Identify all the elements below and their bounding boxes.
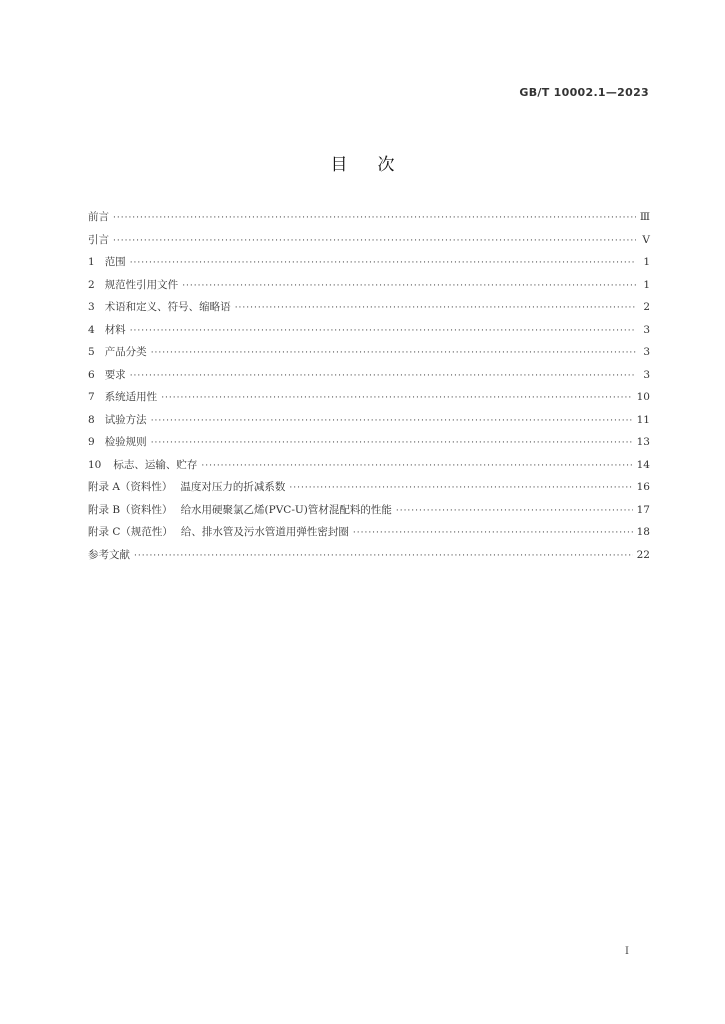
page-number: Ⅰ <box>625 946 629 957</box>
toc-entry-title: 引言 <box>88 233 109 246</box>
toc-entry-title: 试验方法 <box>104 413 147 426</box>
toc-entry-number: 1 <box>88 256 95 268</box>
toc-entry-page: 2 <box>643 301 650 313</box>
toc-entry[interactable] <box>88 319 650 342</box>
toc-entry[interactable] <box>88 364 650 387</box>
toc-entry[interactable] <box>88 296 650 319</box>
toc-leader-dots <box>182 275 636 298</box>
toc-entry-title: 术语和定义、符号、缩略语 <box>104 301 231 313</box>
toc-entry[interactable] <box>88 386 650 409</box>
standard-code: GB/T 10002.1—2023 <box>519 86 649 99</box>
toc-entry-page: 13 <box>636 436 650 448</box>
toc-entry[interactable] <box>88 476 650 499</box>
toc-entry-page: 16 <box>636 481 650 493</box>
toc-title-char-2: 次 <box>377 155 395 175</box>
toc-leader-dots <box>151 432 633 455</box>
toc-entry[interactable] <box>88 206 650 229</box>
toc-entry-page: 11 <box>636 413 650 426</box>
toc-entry[interactable] <box>88 431 650 454</box>
toc-entry-subtitle: 温度对压力的折减系数 <box>180 481 286 493</box>
toc-entry[interactable] <box>88 229 650 252</box>
toc-leader-dots <box>396 500 633 523</box>
toc-entry-subtitle: 给水用硬聚氯乙烯(PVC-U)管材混配料的性能 <box>180 503 392 516</box>
toc-entry-number: 3 <box>88 301 95 313</box>
toc-entry-number: 9 <box>88 436 95 448</box>
toc-entry-title: 前言 <box>88 211 109 223</box>
toc-title-char-1: 目 <box>330 155 348 175</box>
toc-entry-title: 参考文献 <box>88 548 130 561</box>
toc-entry-title: 范围 <box>104 256 126 268</box>
toc-leader-dots <box>235 297 636 320</box>
toc-entry[interactable] <box>88 409 650 432</box>
toc-entry-number: 10 <box>88 458 102 471</box>
toc-leader-dots <box>289 477 632 500</box>
toc-entry-number: 7 <box>88 391 95 403</box>
toc-entry[interactable] <box>88 251 650 274</box>
table-of-contents <box>88 206 650 566</box>
toc-entry-page: Ⅲ <box>639 211 650 223</box>
toc-leader-dots <box>151 410 633 433</box>
toc-leader-dots <box>130 252 636 275</box>
toc-entry-title: 要求 <box>104 368 126 381</box>
toc-entry-page: 1 <box>643 278 650 291</box>
toc-leader-dots <box>113 230 636 253</box>
toc-entry-title: 产品分类 <box>104 346 147 358</box>
toc-entry-subtitle: 给、排水管及污水管道用弹性密封圈 <box>180 526 349 538</box>
toc-entry[interactable] <box>88 499 650 522</box>
toc-entry-title: 材料 <box>104 323 126 336</box>
toc-entry-page: 3 <box>643 368 650 381</box>
toc-entry-page: 18 <box>636 526 650 538</box>
toc-entry-number: 2 <box>88 278 95 291</box>
toc-entry-page: 1 <box>643 256 650 268</box>
toc-entry-number: 6 <box>88 368 95 381</box>
toc-entry[interactable] <box>88 521 650 544</box>
toc-entry-number: 4 <box>88 323 95 336</box>
toc-entry-page: 3 <box>643 323 650 336</box>
toc-entry[interactable] <box>88 544 650 567</box>
toc-leader-dots <box>113 207 636 230</box>
toc-leader-dots <box>161 387 632 410</box>
toc-leader-dots <box>130 320 636 343</box>
toc-leader-dots <box>134 545 633 568</box>
toc-entry-page: Ⅴ <box>642 233 650 246</box>
toc-entry-title: 附录 C（规范性） <box>88 526 173 538</box>
toc-entry-page: 17 <box>636 503 650 516</box>
toc-entry-page: 14 <box>636 458 650 471</box>
toc-entry[interactable] <box>88 274 650 297</box>
toc-entry-title: 规范性引用文件 <box>104 278 179 291</box>
toc-entry-number: 5 <box>88 346 95 358</box>
toc-leader-dots <box>130 365 636 388</box>
toc-entry-title: 系统适用性 <box>104 391 158 403</box>
toc-entry[interactable] <box>88 341 650 364</box>
toc-entry-page: 10 <box>636 391 650 403</box>
toc-leader-dots <box>151 342 636 365</box>
toc-leader-dots <box>201 455 632 478</box>
toc-entry-title: 附录 B（资料性） <box>88 503 173 516</box>
toc-entry-page: 3 <box>643 346 650 358</box>
toc-entry-title: 检验规则 <box>104 436 147 448</box>
toc-entry-title: 附录 A（资料性） <box>88 481 173 493</box>
toc-entry[interactable] <box>88 454 650 477</box>
toc-title <box>0 150 725 175</box>
toc-entry-number: 8 <box>88 413 95 426</box>
toc-entry-page: 22 <box>636 548 650 561</box>
toc-leader-dots <box>353 522 633 545</box>
toc-entry-title: 标志、运输、贮存 <box>113 458 198 471</box>
